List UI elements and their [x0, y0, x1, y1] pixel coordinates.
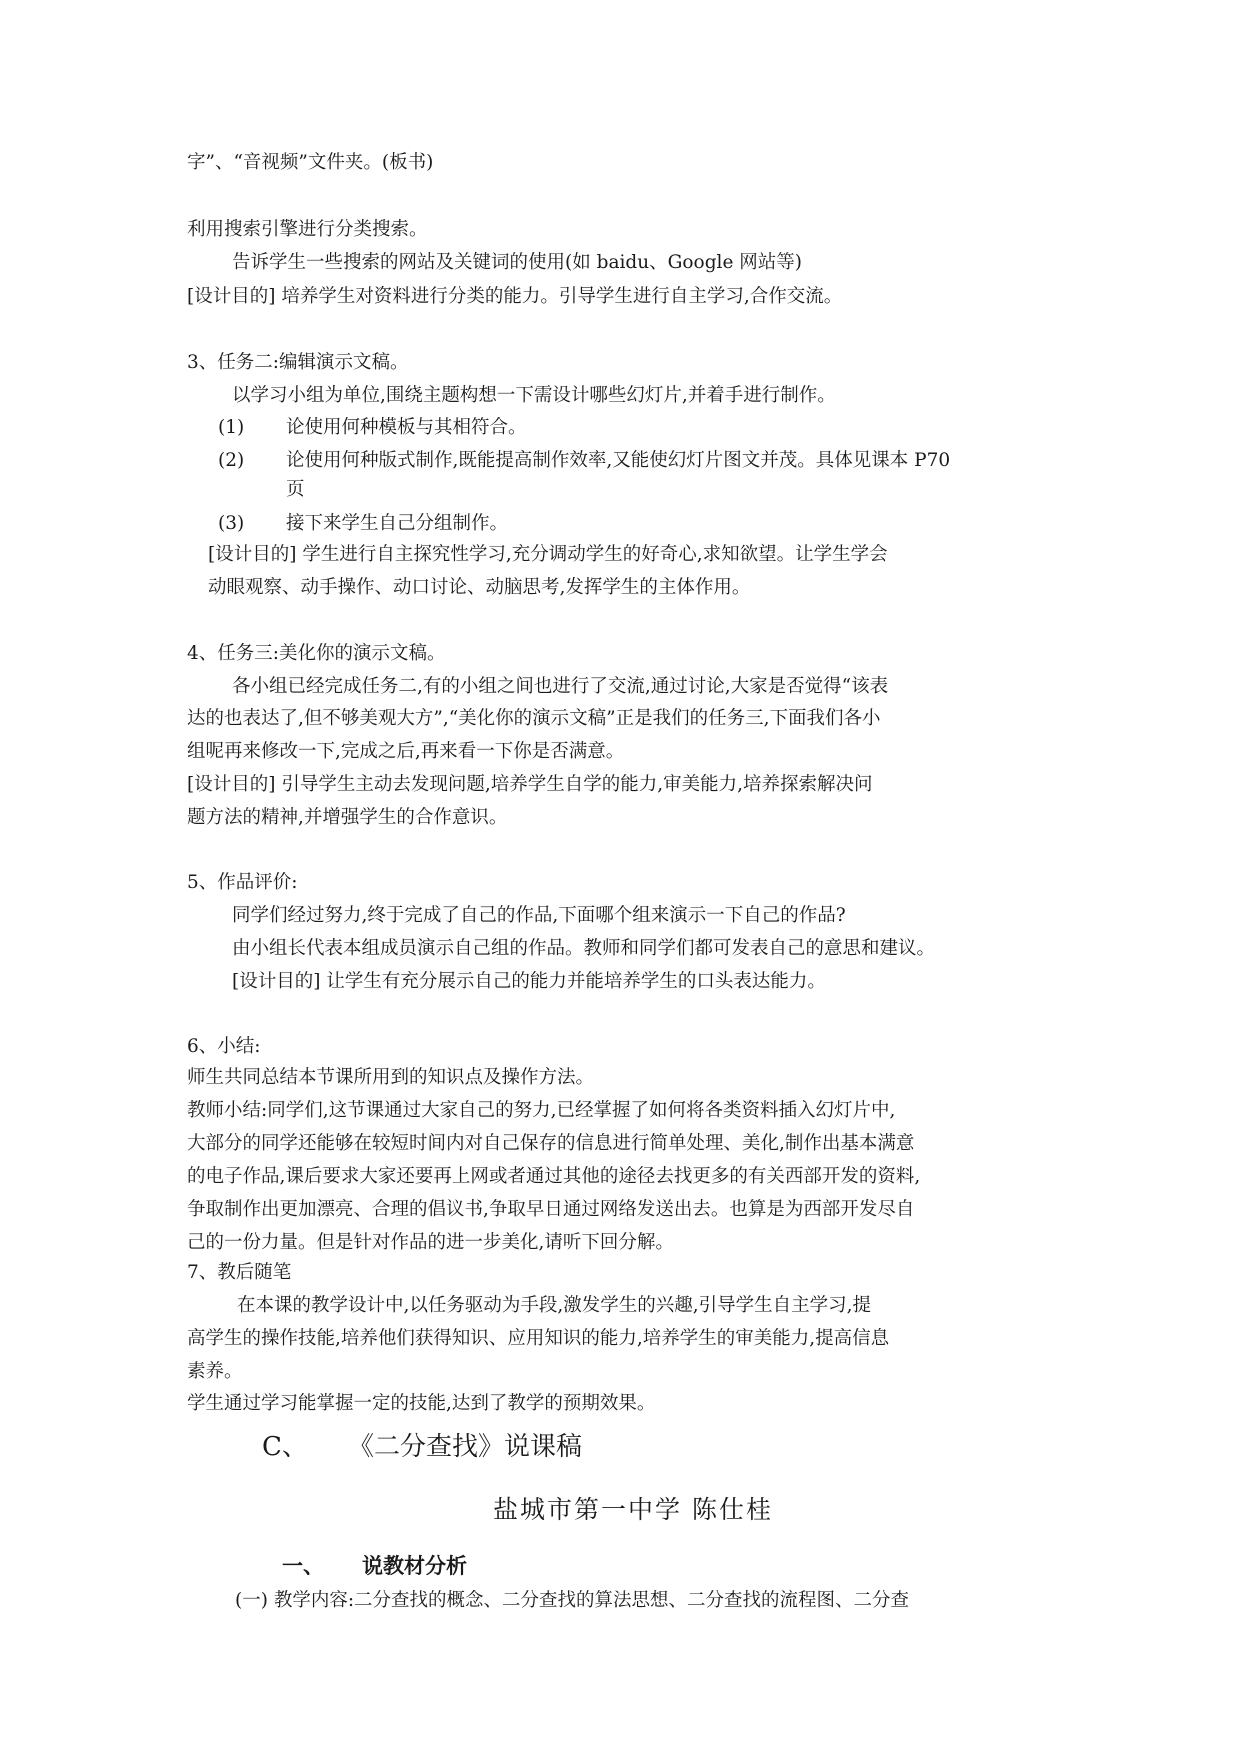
text-line: 达的也表达了,但不够美观大方”,“美化你的演示文稿”正是我们的任务三,下面我们各小 — [187, 708, 881, 729]
text-line: 学生通过学习能掌握一定的技能,达到了教学的预期效果。 — [187, 1393, 656, 1414]
author-line: 盐城市第一中学 陈仕桂 — [493, 1495, 773, 1524]
section-c-title: 《二分查找》说课稿 — [348, 1432, 583, 1462]
section-heading: 6、小结: — [187, 1036, 261, 1057]
section-heading: 3、任务二:编辑演示文稿。 — [187, 352, 409, 373]
section-heading: 7、教后随笔 — [187, 1262, 292, 1283]
design-purpose: [设计目的] 学生进行自主探究性学习,充分调动学生的好奇心,求知欲望。让学生学会 — [208, 544, 888, 565]
heading-text: 说教材分析 — [362, 1554, 467, 1578]
list-number: (2) — [218, 450, 245, 471]
section-heading: 4、任务三:美化你的演示文稿。 — [187, 643, 446, 664]
list-number: (3) — [218, 513, 245, 534]
section-heading: 5、作品评价: — [187, 872, 298, 893]
list-item-continuation: 页 — [286, 479, 305, 500]
text-line: 字”、“音视频”文件夹。(板书) — [187, 152, 434, 173]
design-purpose: 题方法的精神,并增强学生的合作意识。 — [187, 807, 508, 828]
text-line: 告诉学生一些搜索的网站及关键词的使用(如 baidu、Google 网站等) — [232, 252, 803, 273]
text-line: 各小组已经完成任务二,有的小组之间也进行了交流,通过讨论,大家是否觉得“该表 — [232, 676, 889, 697]
text-line: 以学习小组为单位,围绕主题构想一下需设计哪些幻灯片,并着手进行制作。 — [232, 385, 836, 406]
text-line: 同学们经过努力,终于完成了自己的作品,下面哪个组来演示一下自己的作品? — [232, 905, 846, 926]
design-purpose: [设计目的] 引导学生主动去发现问题,培养学生自学的能力,审美能力,培养探索解决问 — [187, 774, 873, 795]
list-number: (1) — [218, 417, 245, 438]
design-purpose: [设计目的] 培养学生对资料进行分类的能力。引导学生进行自主学习,合作交流。 — [187, 286, 843, 307]
text-line: 争取制作出更加漂亮、合理的倡议书,争取早日通过网络发送出去。也算是为西部开发尽自 — [187, 1199, 915, 1220]
text-line: 己的一份力量。但是针对作品的进一步美化,请听下回分解。 — [187, 1232, 674, 1253]
list-item: 接下来学生自己分组制作。 — [286, 513, 509, 534]
text-line: 的电子作品,课后要求大家还要再上网或者通过其他的途径去找更多的有关西部开发的资料, — [187, 1166, 921, 1187]
heading-number: 一、 — [282, 1554, 324, 1578]
design-purpose: [设计目的] 让学生有充分展示自己的能力并能培养学生的口头表达能力。 — [232, 971, 826, 992]
text-line: (一) 教学内容:二分查找的概念、二分查找的算法思想、二分查找的流程图、二分查 — [235, 1590, 910, 1611]
text-line: 利用搜索引擎进行分类搜索。 — [187, 219, 428, 240]
list-item: 论使用何种模板与其相符合。 — [286, 417, 527, 438]
text-line: 组呢再来修改一下,完成之后,再来看一下你是否满意。 — [187, 741, 625, 762]
text-line: 高学生的操作技能,培养他们获得知识、应用知识的能力,培养学生的审美能力,提高信息 — [187, 1328, 890, 1349]
text-line: 大部分的同学还能够在较短时间内对自己保存的信息进行简单处理、美化,制作出基本满意 — [187, 1133, 915, 1154]
text-line: 素养。 — [187, 1361, 243, 1382]
text-line: 在本课的教学设计中,以任务驱动为手段,激发学生的兴趣,引导学生自主学习,提 — [237, 1295, 872, 1316]
list-item: 论使用何种版式制作,既能提高制作效率,又能使幻灯片图文并茂。具体见课本 P70 — [286, 450, 951, 471]
section-c-label: C、 — [262, 1432, 308, 1462]
text-line: 教师小结:同学们,这节课通过大家自己的努力,已经掌握了如何将各类资料插入幻灯片中, — [187, 1100, 896, 1121]
text-line: 由小组长代表本组成员演示自己组的作品。教师和同学们都可发表自己的意思和建议。 — [232, 938, 936, 959]
design-purpose: 动眼观察、动手操作、动口讨论、动脑思考,发挥学生的主体作用。 — [208, 577, 751, 598]
text-line: 师生共同总结本节课所用到的知识点及操作方法。 — [187, 1067, 595, 1088]
